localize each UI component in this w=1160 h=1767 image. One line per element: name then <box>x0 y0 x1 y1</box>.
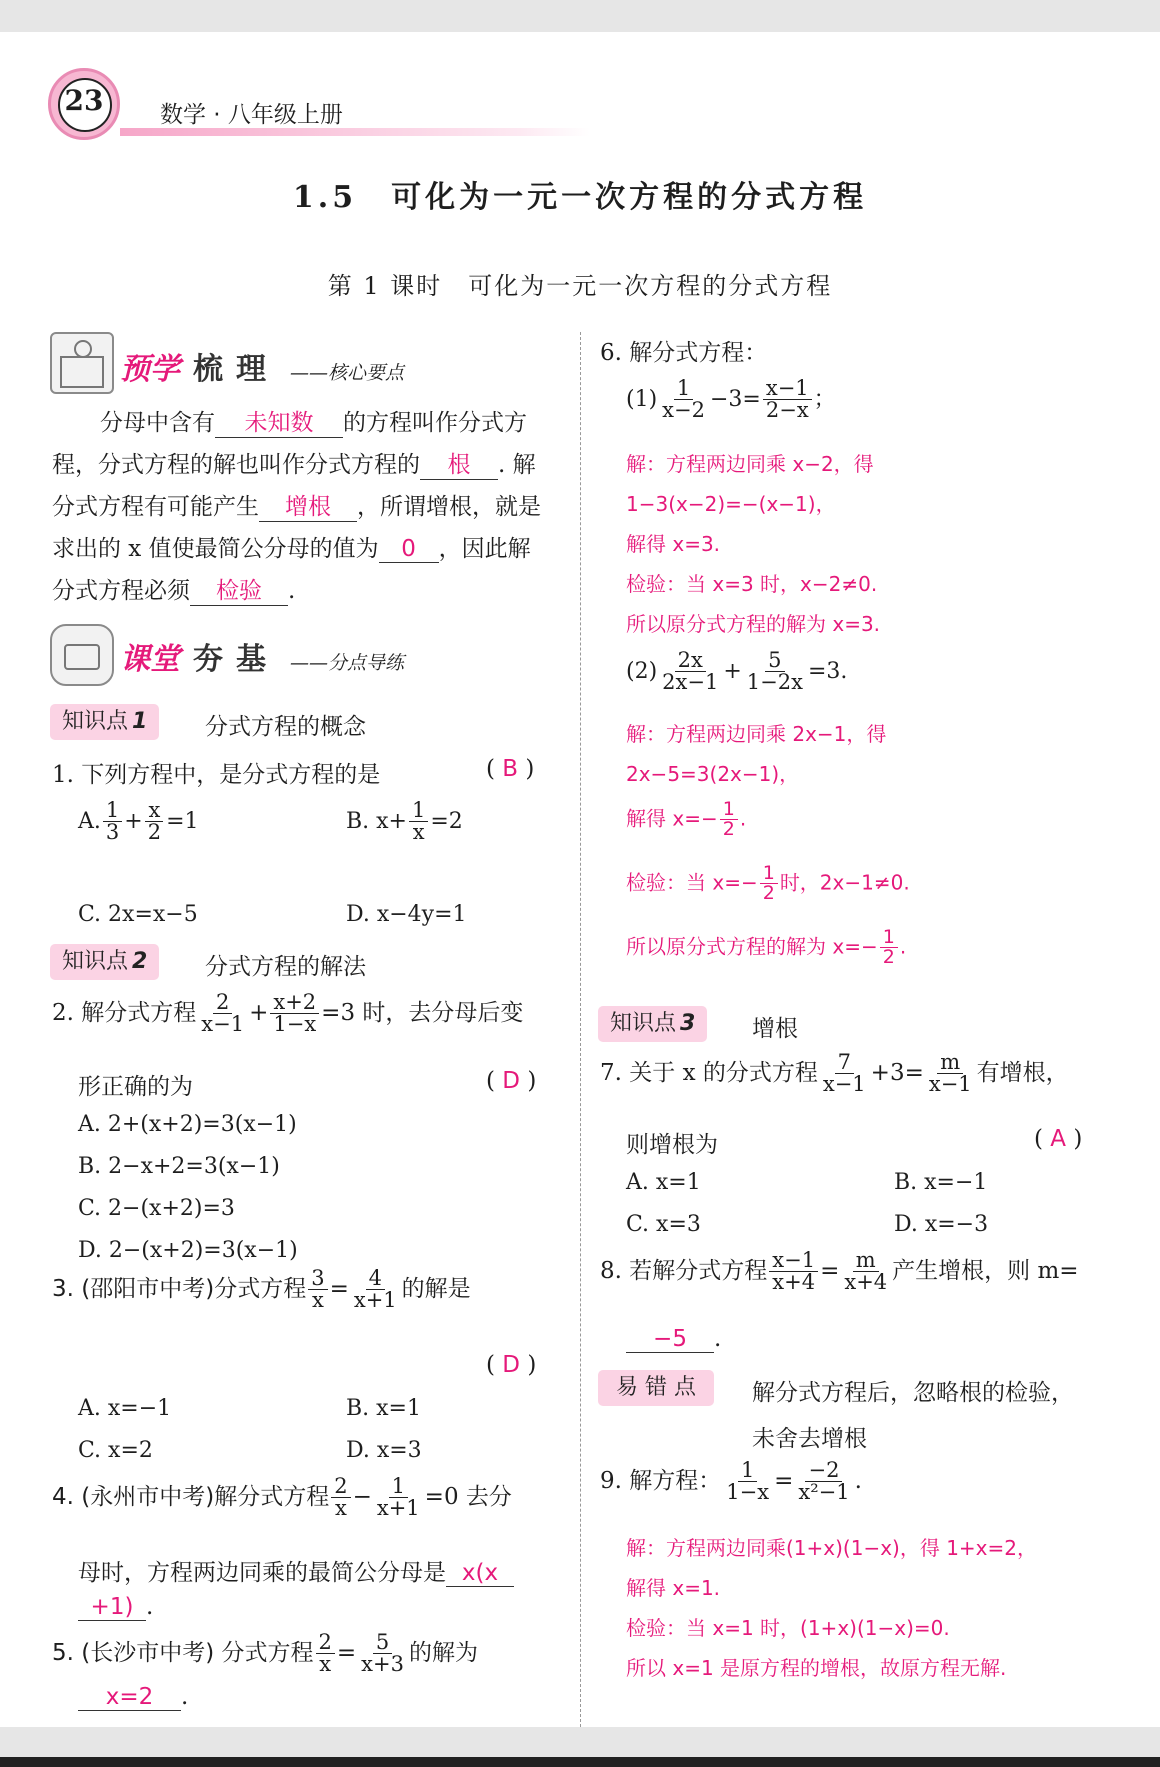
text: 时，2x−1≠0. <box>779 870 910 895</box>
fraction <box>145 800 164 844</box>
tag-label: 知识点 <box>610 1011 677 1036</box>
q6-solution-2-line-4 <box>626 864 910 904</box>
den: 3 <box>105 820 120 845</box>
q7-option-a: A. x=1 <box>626 1170 701 1195</box>
den: x+4 <box>772 1270 816 1295</box>
knowledge-point-1-tag <box>50 704 159 740</box>
text: 2. 解分式方程 <box>52 999 197 1026</box>
num: 2x <box>675 650 706 672</box>
text: 分式方程必须 <box>52 578 190 604</box>
tag-number: 1 <box>132 709 148 734</box>
text: ，因此解 <box>438 536 531 562</box>
q7-answer: A <box>1050 1126 1067 1152</box>
num: 4 <box>366 1268 385 1290</box>
preview-heading-3: 理 <box>236 352 266 387</box>
blank-extraneous-root: 增根 <box>259 488 357 522</box>
q8-answer-line <box>626 1326 721 1353</box>
text: . <box>146 1594 154 1620</box>
text: =2 <box>430 808 463 834</box>
den: x−2 <box>662 398 705 423</box>
text: =0 去分 <box>424 1483 512 1510</box>
q6-solution-1-line-2: 1−3(x−2)=−(x−1)， <box>626 492 836 516</box>
q2-stem-line-1 <box>52 992 523 1036</box>
den: x <box>334 1496 347 1521</box>
fraction <box>720 800 738 840</box>
q6-solution-1-line-5: 所以原分式方程的解为 x=3. <box>626 612 881 636</box>
text: B. x+ <box>346 808 407 834</box>
text: 母时，方程两边同乘的最简公分母是 <box>78 1560 446 1586</box>
num: x−1 <box>769 1250 818 1272</box>
tag-label: 知识点 <box>62 709 129 734</box>
q7-option-b: B. x=−1 <box>894 1170 988 1195</box>
text: + <box>723 658 742 684</box>
fraction <box>880 928 898 968</box>
q2-stem-line-2: 形正确的为 <box>78 1074 193 1100</box>
q1-stem: 1. 下列方程中，是分式方程的是 <box>52 762 381 788</box>
fraction <box>308 1268 327 1312</box>
q3-answer: D <box>502 1352 521 1378</box>
fraction <box>820 1052 869 1096</box>
num: 7 <box>835 1052 854 1074</box>
den: x <box>412 820 425 845</box>
q4-stem-line-3 <box>78 1594 153 1621</box>
q2-option-d: D. 2−(x+2)=3(x−1) <box>78 1238 298 1263</box>
fraction <box>331 1476 350 1520</box>
fraction <box>926 1052 975 1096</box>
den: 2 <box>722 818 735 841</box>
num: 1 <box>738 1460 757 1482</box>
page-number: 23 <box>64 84 104 117</box>
text: . <box>899 934 907 959</box>
fraction <box>351 1268 400 1312</box>
fraction <box>841 1250 890 1294</box>
q1-option-b <box>346 800 463 844</box>
den: 2 <box>882 946 895 969</box>
backpack-icon <box>50 624 114 686</box>
knowledge-point-2-title: 分式方程的解法 <box>205 954 366 980</box>
den: x−1 <box>928 1072 972 1097</box>
den: x <box>311 1288 324 1313</box>
text: 的方程叫作分式方 <box>343 410 527 436</box>
classroom-heading-3: 基 <box>236 642 266 677</box>
q1-option-d: D. x−4y=1 <box>346 902 467 927</box>
header-bar <box>120 128 590 136</box>
text: 3. (邵阳市中考)分式方程 <box>52 1275 307 1302</box>
q9-stem <box>600 1460 862 1504</box>
q2-option-c: C. 2−(x+2)=3 <box>78 1196 235 1221</box>
q7-option-d: D. x=−3 <box>894 1212 989 1237</box>
den: x+1 <box>353 1288 397 1313</box>
num: 5 <box>373 1632 392 1654</box>
num: 3 <box>308 1268 327 1290</box>
preview-line-3 <box>52 488 541 522</box>
text: 所以原分式方程的解为 x=− <box>626 934 878 959</box>
num: m <box>853 1250 879 1272</box>
text: = <box>774 1467 794 1494</box>
fraction <box>358 1632 407 1676</box>
den: x+4 <box>844 1270 888 1295</box>
q1-option-a <box>78 800 199 844</box>
text: =3 时，去分母后变 <box>321 999 524 1026</box>
text: =3. <box>807 658 848 684</box>
q4-blank-part-2: +1) <box>78 1594 146 1621</box>
knowledge-point-3-title: 增根 <box>752 1016 798 1042</box>
q9-solution-line-3: 检验：当 x=1 时，(1+x)(1−x)=0. <box>626 1616 950 1640</box>
den: 2x−1 <box>662 670 719 695</box>
q8-stem <box>600 1250 1079 1294</box>
fraction <box>723 1460 772 1504</box>
q7-stem-line-1 <box>600 1052 1069 1096</box>
preview-subtitle: ——核心要点 <box>290 362 405 384</box>
q6-solution-1-line-3: 解得 x=3. <box>626 532 721 556</box>
lesson-title: 第 1 课时 可化为一元一次方程的分式方程 <box>327 272 833 300</box>
text: 9. 解方程： <box>600 1467 722 1494</box>
q5-blank: x=2 <box>78 1684 181 1711</box>
num: 2 <box>213 992 232 1014</box>
den: x+1 <box>376 1496 420 1521</box>
blank-root: 根 <box>420 446 498 480</box>
page <box>0 32 1160 1727</box>
q3-option-b: B. x=1 <box>346 1396 421 1421</box>
num: 1 <box>720 800 738 820</box>
column-divider <box>580 332 581 1727</box>
text: 8. 若解分式方程 <box>600 1257 768 1284</box>
q2-option-b: B. 2−x+2=3(x−1) <box>78 1154 280 1179</box>
den: 1−x <box>726 1480 770 1505</box>
num: 1 <box>674 378 693 400</box>
text: 分母中含有 <box>100 410 215 436</box>
classroom-subtitle: ——分点导练 <box>290 652 405 674</box>
mistake-point-line-2: 未舍去增根 <box>752 1426 867 1452</box>
text: A. <box>78 808 101 834</box>
num: m <box>937 1052 963 1074</box>
text: 4. (永州市中考)解分式方程 <box>52 1483 330 1510</box>
text: . 解 <box>498 452 536 478</box>
den: x−1 <box>822 1072 866 1097</box>
q7-answer-bracket: ( A ) <box>1034 1126 1083 1152</box>
classroom-heading-2: 夯 <box>193 642 223 677</box>
q6-solution-1-line-4: 检验：当 x=3 时，x−2≠0. <box>626 572 878 596</box>
text: ； <box>813 386 836 412</box>
text: 5. (长沙市中考) 分式方程 <box>52 1639 314 1666</box>
q6-solution-2-line-1: 解：方程两边同乘 2x−1，得 <box>626 722 887 746</box>
fraction <box>760 864 778 904</box>
num: 1 <box>103 800 122 822</box>
q1-option-c: C. 2x=x−5 <box>78 902 198 927</box>
text: . <box>288 578 296 604</box>
q4-blank-part-1: x(x <box>446 1560 514 1587</box>
text: 7. 关于 x 的分式方程 <box>600 1059 818 1086</box>
fraction <box>769 1250 818 1294</box>
num: 1 <box>389 1476 408 1498</box>
preview-line-5 <box>52 572 295 606</box>
mistake-point-tag: 易 错 点 <box>598 1370 714 1406</box>
text: 的解是 <box>401 1275 471 1302</box>
classroom-heading-1: 课堂 <box>120 642 180 677</box>
text: 的解为 <box>408 1639 478 1666</box>
den: x <box>319 1652 332 1677</box>
den: 1−x <box>273 1012 317 1037</box>
q8-blank: −5 <box>626 1326 714 1353</box>
fraction <box>374 1476 423 1520</box>
fraction <box>270 992 319 1036</box>
num: 2 <box>331 1476 350 1498</box>
text: 程，分式方程的解也叫作分式方程的 <box>52 452 420 478</box>
mistake-point-line-1: 解分式方程后，忽略根的检验， <box>752 1380 1074 1406</box>
q5-stem <box>52 1632 478 1676</box>
text: + <box>124 808 143 834</box>
den: 2−x <box>765 398 809 423</box>
text: . <box>739 806 747 831</box>
q9-solution-line-1: 解：方程两边同乘(1+x)(1−x)，得 1+x=2， <box>626 1536 1038 1560</box>
num: −2 <box>805 1460 842 1482</box>
text: (2) <box>626 658 658 684</box>
fraction <box>198 992 247 1036</box>
q6-part-1 <box>626 378 836 422</box>
school-icon <box>50 332 114 394</box>
q6-stem: 6. 解分式方程： <box>600 340 768 366</box>
num: 2 <box>316 1632 335 1654</box>
blank-check: 检验 <box>190 572 288 606</box>
text: 检验：当 x=− <box>626 870 758 895</box>
num: 5 <box>765 650 784 672</box>
text: − <box>352 1483 372 1510</box>
num: 1 <box>760 864 778 884</box>
fraction <box>316 1632 335 1676</box>
q2-answer-bracket: ( D ) <box>486 1068 537 1094</box>
num: 1 <box>880 928 898 948</box>
tag-number: 3 <box>680 1011 696 1036</box>
fraction <box>659 378 708 422</box>
text: + <box>249 999 269 1026</box>
text: . <box>181 1684 189 1710</box>
fraction <box>763 378 812 422</box>
q9-solution-line-4: 所以 x=1 是原方程的增根，故原方程无解. <box>626 1656 1007 1680</box>
q3-stem <box>52 1268 471 1312</box>
book-title: 数学 · 八年级上册 <box>160 102 343 128</box>
q4-stem-line-2 <box>78 1554 514 1587</box>
den: 2 <box>762 882 775 905</box>
text: −3= <box>709 386 761 412</box>
text: . <box>714 1326 722 1352</box>
q6-solution-2-line-5 <box>626 928 906 968</box>
den: x+3 <box>361 1652 404 1677</box>
q6-solution-1-line-1: 解：方程两边同乘 x−2，得 <box>626 452 874 476</box>
preview-line-2 <box>52 446 536 480</box>
bottom-edge <box>0 1757 1160 1767</box>
num: x <box>145 800 163 822</box>
q7-stem-line-2: 则增根为 <box>626 1132 718 1158</box>
text: . <box>854 1467 862 1494</box>
q3-option-c: C. x=2 <box>78 1438 153 1463</box>
q9-solution-line-2: 解得 x=1. <box>626 1576 721 1600</box>
fraction <box>409 800 428 844</box>
text: 求出的 x 值使最简公分母的值为 <box>52 536 379 562</box>
text: +3= <box>870 1059 924 1086</box>
knowledge-point-3-tag <box>598 1006 707 1042</box>
q3-answer-bracket: ( D ) <box>486 1352 537 1378</box>
q3-option-d: D. x=3 <box>346 1438 422 1463</box>
text: =1 <box>166 808 199 834</box>
text: = <box>329 1275 349 1302</box>
preview-line-1 <box>100 404 527 438</box>
q1-answer: B <box>502 756 519 782</box>
text: ，所谓增根，就是 <box>357 494 541 520</box>
q4-stem-line-1 <box>52 1476 512 1520</box>
q6-solution-2-line-3 <box>626 800 746 840</box>
text: 产生增根，则 m= <box>892 1257 1079 1284</box>
num: x+2 <box>270 992 319 1014</box>
fraction <box>795 1460 852 1504</box>
knowledge-point-1-title: 分式方程的概念 <box>205 714 366 740</box>
q5-answer-line <box>78 1684 188 1711</box>
text: 有增根， <box>976 1059 1069 1086</box>
den: 1−2x <box>746 670 803 695</box>
preview-line-4 <box>52 530 531 563</box>
preview-heading-2: 梳 <box>193 352 223 387</box>
tag-label: 知识点 <box>62 949 129 974</box>
den: x−1 <box>201 1012 245 1037</box>
fraction <box>659 650 721 694</box>
blank-zero: 0 <box>379 536 439 563</box>
section-title: 1.5 可化为一元一次方程的分式方程 <box>292 180 868 215</box>
q2-answer: D <box>502 1068 521 1094</box>
num: x−1 <box>763 378 812 400</box>
den: x²−1 <box>798 1480 850 1505</box>
q2-option-a: A. 2+(x+2)=3(x−1) <box>78 1112 297 1137</box>
q7-option-c: C. x=3 <box>626 1212 701 1237</box>
text: = <box>820 1257 840 1284</box>
q3-option-a: A. x=−1 <box>78 1396 172 1421</box>
blank-unknown: 未知数 <box>215 404 343 438</box>
fraction <box>744 650 806 694</box>
text: 分式方程有可能产生 <box>52 494 259 520</box>
num: 1 <box>409 800 428 822</box>
q6-solution-2-line-2: 2x−5=3(2x−1)， <box>626 762 800 786</box>
knowledge-point-2-tag <box>50 944 159 980</box>
fraction <box>103 800 122 844</box>
den: 2 <box>147 820 162 845</box>
preview-heading-1: 预学 <box>120 352 180 387</box>
tag-number: 2 <box>132 949 148 974</box>
text: = <box>336 1639 357 1666</box>
q6-part-2 <box>626 650 847 694</box>
text: 解得 x=− <box>626 806 718 831</box>
q1-answer-bracket: ( B ) <box>486 756 535 782</box>
text: (1) <box>626 386 658 412</box>
